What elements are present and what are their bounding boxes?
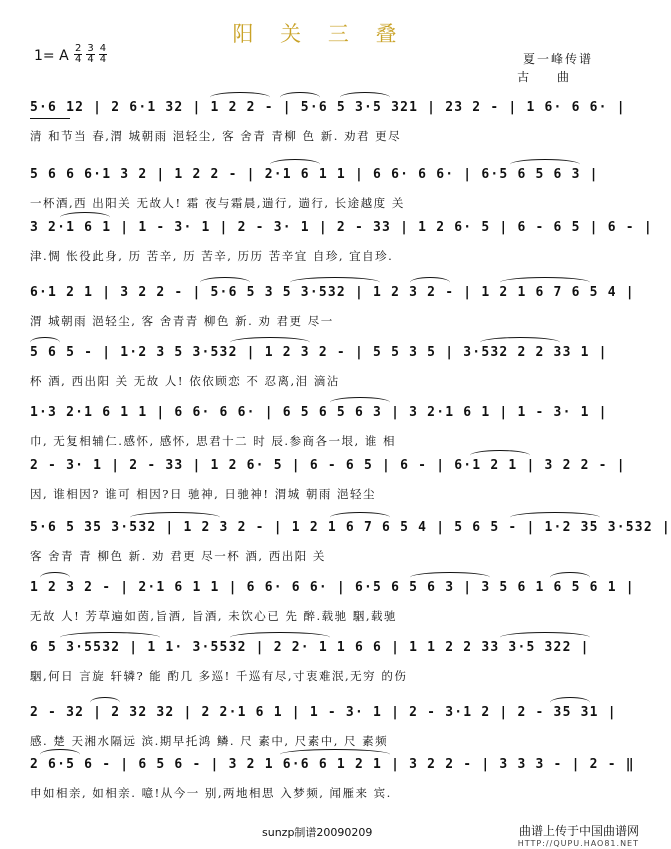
slur — [510, 159, 580, 170]
watermark-line-1: 曲谱上传于中国曲谱网 — [518, 824, 639, 838]
lyric-line: 感. 楚 天湘水隔远 滨.期早托鸿 鳞. 尺 素中, 尺素中, 尺 素频 — [30, 734, 389, 748]
notation-line: 3 2·1 6 1 | 1 - 3· 1 | 2 - 3· 1 | 2 - 33 | 1 2 6· 5 | 6 - 6 5 | 6 - | — [30, 220, 653, 235]
notation-line: 2 - 32 | 2 32 32 | 2 2·1 6 1 | 1 - 3· 1 | 2 - 3·1 2 | 2 - 35 31 | — [30, 705, 617, 720]
slur — [210, 92, 270, 103]
page-title: 阳 关 三 叠 — [232, 22, 407, 46]
slur — [500, 632, 590, 643]
notation-line: 1 2 3 2 - | 2·1 6 1 1 | 6 6· 6 6· | 6·5 6 5 6 3 | 3 5 6 1 6 5 6 1 | — [30, 580, 635, 595]
slur — [60, 212, 110, 223]
slur — [230, 632, 330, 643]
slur — [410, 572, 490, 583]
slur — [500, 277, 590, 288]
meter-denominator: 4 — [99, 54, 107, 65]
slur — [470, 450, 530, 461]
slur — [550, 572, 590, 583]
lyric-line: 一杯酒,西 出阳关 无故人! 霜 夜与霜晨,遄行, 遄行, 长途越度 关 — [30, 196, 405, 210]
notation-line: 6 5 3·5532 | 1 1· 3·5532 | 2 2· 1 1 6 6 | 1 1 2 2 33 3·5 322 | — [30, 640, 590, 655]
slur — [280, 92, 320, 103]
slur — [290, 277, 380, 288]
watermark-line-2: HTTP://QUPU.HAO81.NET — [517, 839, 639, 848]
lyric-line: 巾, 无复相辅仁.感怀, 感怀, 思君十二 时 辰.参商各一垠, 谁 相 — [30, 434, 397, 448]
slur — [130, 512, 220, 523]
lyric-line: 因, 谁相因? 谁可 相因?日 驰神, 日驰神! 渭城 朝雨 浥轻尘 — [30, 487, 377, 501]
slur — [280, 749, 390, 760]
key-signature: 1= A — [34, 48, 69, 64]
slur — [340, 92, 390, 103]
meter-numerator: 3 — [87, 43, 94, 54]
slur — [330, 397, 390, 408]
genre-credit: 古 曲 — [517, 70, 581, 84]
time-signature-1 — [74, 44, 82, 65]
notation-line: 5 6 5 - | 1·2 3 5 3·532 | 1 2 3 2 - | 5 5 3 5 | 3·532 2 2 33 1 | — [30, 345, 608, 360]
notation-line: 5·6 5 35 3·532 | 1 2 3 2 - | 1 2 1 6 7 6 5 4 | 5 6 5 - | 1·2 35 3·532 | — [30, 520, 671, 535]
meter-denominator: 4 — [87, 54, 94, 65]
slur — [510, 512, 600, 523]
meter-numerator: 4 — [99, 43, 107, 54]
notation-line: 5 6 6 6·1 3 2 | 1 2 2 - | 2·1 6 1 1 | 6 6· 6 6· | 6·5 6 5 6 3 | — [30, 167, 599, 182]
time-signature-3 — [99, 44, 107, 65]
slur — [30, 337, 60, 348]
slur — [90, 697, 120, 708]
meter-numerator: 2 — [75, 43, 82, 54]
meter-denominator: 4 — [75, 54, 82, 65]
slur — [410, 277, 450, 288]
notation-line: 1·3 2·1 6 1 1 | 6 6· 6 6· | 6 5 6 5 6 3 | 3 2·1 6 1 | 1 - 3· 1 | — [30, 405, 608, 420]
lyric-line: 杯 酒, 西出阳 关 无故 人! 依依顾恋 不 忍离,泪 滴沾 — [30, 374, 340, 388]
slur — [230, 337, 310, 348]
notation-line: 6·1 2 1 | 3 2 2 - | 5·6 5 3 5 3·532 | 1 2 3 2 - | 1 2 1 6 7 6 5 4 | — [30, 285, 635, 300]
slur — [480, 337, 560, 348]
lyric-line: 駰,何日 言旋 轩辚? 能 酌几 多巡! 千巡有尽,寸衷难泯,无穷 的伤 — [30, 669, 408, 683]
slur — [60, 632, 160, 643]
transcriber-signature: sunzp制谱20090209 — [262, 826, 373, 839]
lyric-line: 客 舍青 青 柳色 新. 劝 君更 尽一杯 酒, 西出阳 关 — [30, 549, 326, 563]
notation-line: 2 6·5 6 - | 6 5 6 - | 3 2 1 6·6 6 1 2 1 | 3 2 2 - | 3 3 3 - | 2 - ‖ — [30, 757, 635, 772]
time-signature-2 — [86, 44, 94, 65]
beam-underline — [30, 118, 70, 119]
lyric-line: 清 和节当 春,渭 城朝雨 浥轻尘, 客 舍青 青柳 色 新. 劝君 更尽 — [30, 129, 402, 143]
lyric-line: 申如相亲, 如相亲. 噫!从今一 别,两地相思 入梦频, 闻雁来 宾. — [30, 786, 392, 800]
slur — [200, 277, 250, 288]
slur — [40, 572, 70, 583]
lyric-line: 津.惆 怅役此身, 历 苦辛, 历 苦辛, 历历 苦辛宜 自珍, 宜自珍. — [30, 249, 394, 263]
time-signatures — [74, 44, 107, 65]
slur — [330, 512, 390, 523]
slur — [550, 697, 590, 708]
transcriber-credit: 夏一峰传谱 — [522, 52, 593, 66]
slur — [40, 749, 80, 760]
lyric-line: 无故 人! 芳草遍如茵,旨酒, 旨酒, 未饮心已 先 醉.载驰 駰,载驰 — [30, 609, 397, 623]
slur — [270, 159, 320, 170]
notation-line: 5·6 12 | 2 6·1 32 | 1 2 2 - | 5·6 5 3·5 321 | 23 2 - | 1 6· 6 6· | — [30, 100, 626, 115]
site-watermark — [506, 822, 639, 849]
notation-line: 2 - 3· 1 | 2 - 33 | 1 2 6· 5 | 6 - 6 5 | 6 - | 6·1 2 1 | 3 2 2 - | — [30, 458, 626, 473]
lyric-line: 渭 城朝雨 浥轻尘, 客 舍青青 柳色 新. 劝 君更 尽一 — [30, 314, 334, 328]
